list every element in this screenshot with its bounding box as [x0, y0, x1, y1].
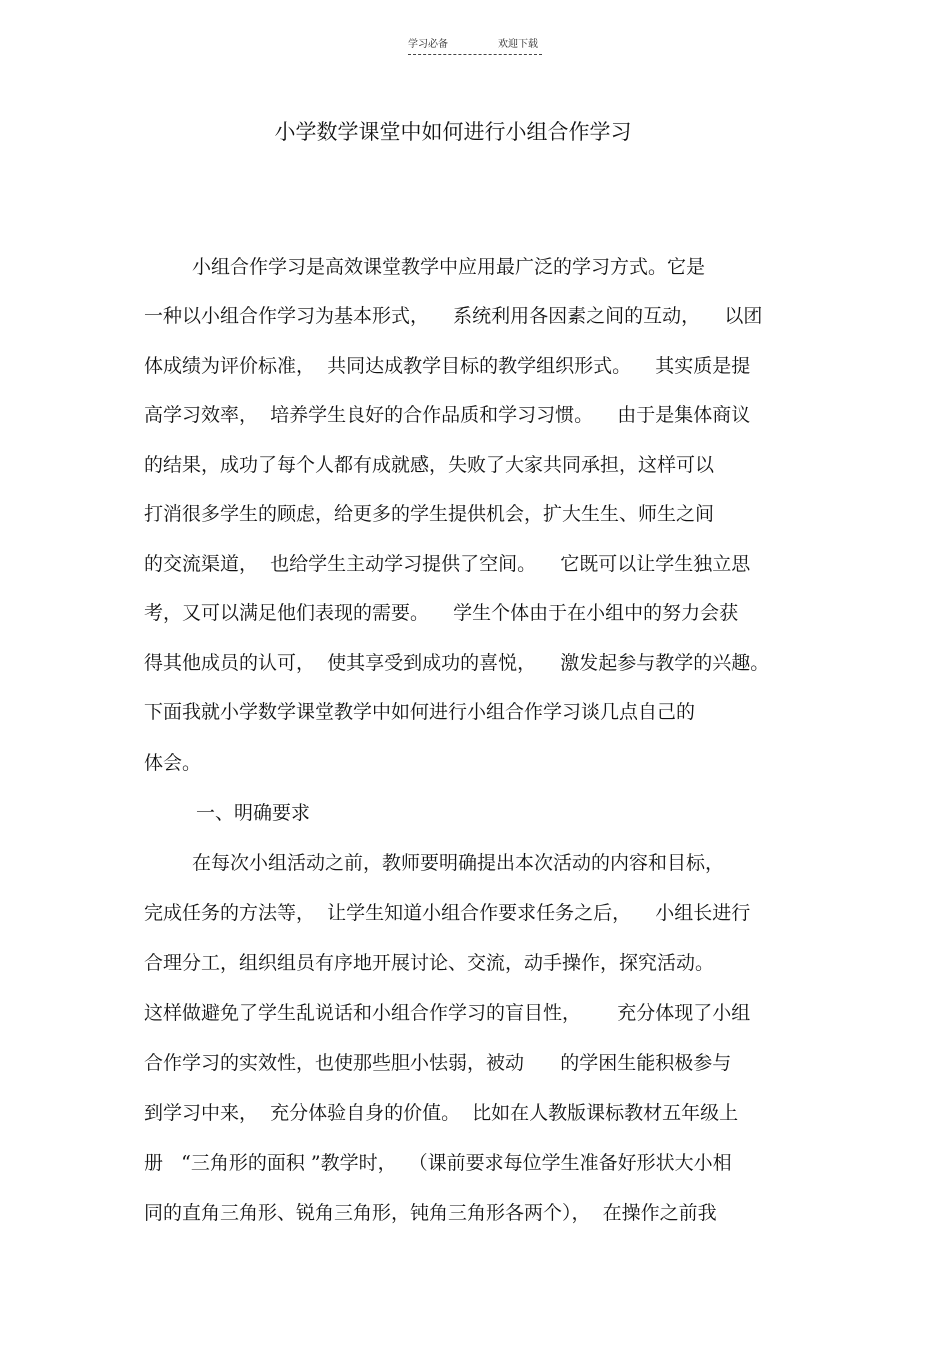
page-header	[408, 38, 542, 55]
paragraph-line: 的交流渠道， 也给学生主动学习提供了空间。 它既可以让学生独立思	[144, 553, 751, 575]
header-right-text: 欢迎下载	[498, 39, 538, 50]
paragraph-line: 一种以小组合作学习为基本形式， 系统利用各因素之间的互动， 以团	[144, 305, 763, 327]
paragraph-line: 合理分工，组织组员有序地开展讨论、交流，动手操作，探究活动。	[144, 952, 715, 974]
paragraph-line: 高学习效率， 培养学生良好的合作品质和学习习惯。 由于是集体商议	[144, 404, 751, 426]
paragraph-line: 下面我就小学数学课堂教学中如何进行小组合作学习谈几点自己的	[144, 701, 696, 723]
paragraph-line: 同的直角三角形、锐角三角形，钝角三角形各两个）， 在操作之前我	[144, 1202, 717, 1224]
paragraph-line: 考，又可以满足他们表现的需要。 学生个体由于在小组中的努力会获	[144, 602, 739, 624]
paragraph-line: 合作学习的实效性，也使那些胆小怯弱，被动 的学困生能积极参与	[144, 1052, 732, 1074]
paragraph-line: 在每次小组活动之前，教师要明确提出本次活动的内容和目标，	[192, 852, 725, 874]
paragraph-line: 得其他成员的认可， 使其享受到成功的喜悦， 激发起参与教学的兴趣。	[144, 652, 770, 674]
paragraph-line: 小组合作学习是高效课堂教学中应用最广泛的学习方式。它是	[192, 256, 706, 278]
header-left-text: 学习必备	[408, 39, 448, 50]
paragraph-line: 体成绩为评价标准， 共同达成教学目标的教学组织形式。 其实质是提	[144, 355, 751, 377]
paragraph-line: 册 “三角形的面积 ”教学时， （课前要求每位学生准备好形状大小相	[144, 1152, 732, 1174]
paragraph-line: 打消很多学生的顾虑，给更多的学生提供机会，扩大生生、师生之间	[144, 503, 715, 525]
document-title: 小学数学课堂中如何进行小组合作学习	[274, 120, 632, 144]
paragraph-line: 完成任务的方法等， 让学生知道小组合作要求任务之后， 小组长进行	[144, 902, 751, 924]
section-heading: 一、明确要求	[196, 802, 311, 824]
paragraph-line: 的结果，成功了每个人都有成就感，失败了大家共同承担，这样可以	[144, 454, 715, 476]
paragraph-line: 体会。	[144, 752, 202, 774]
paragraph-line: 这样做避免了学生乱说话和小组合作学习的盲目性， 充分体现了小组	[144, 1002, 751, 1024]
paragraph-line: 到学习中来， 充分体验自身的价值。 比如在人教版课标教材五年级上	[144, 1102, 739, 1124]
